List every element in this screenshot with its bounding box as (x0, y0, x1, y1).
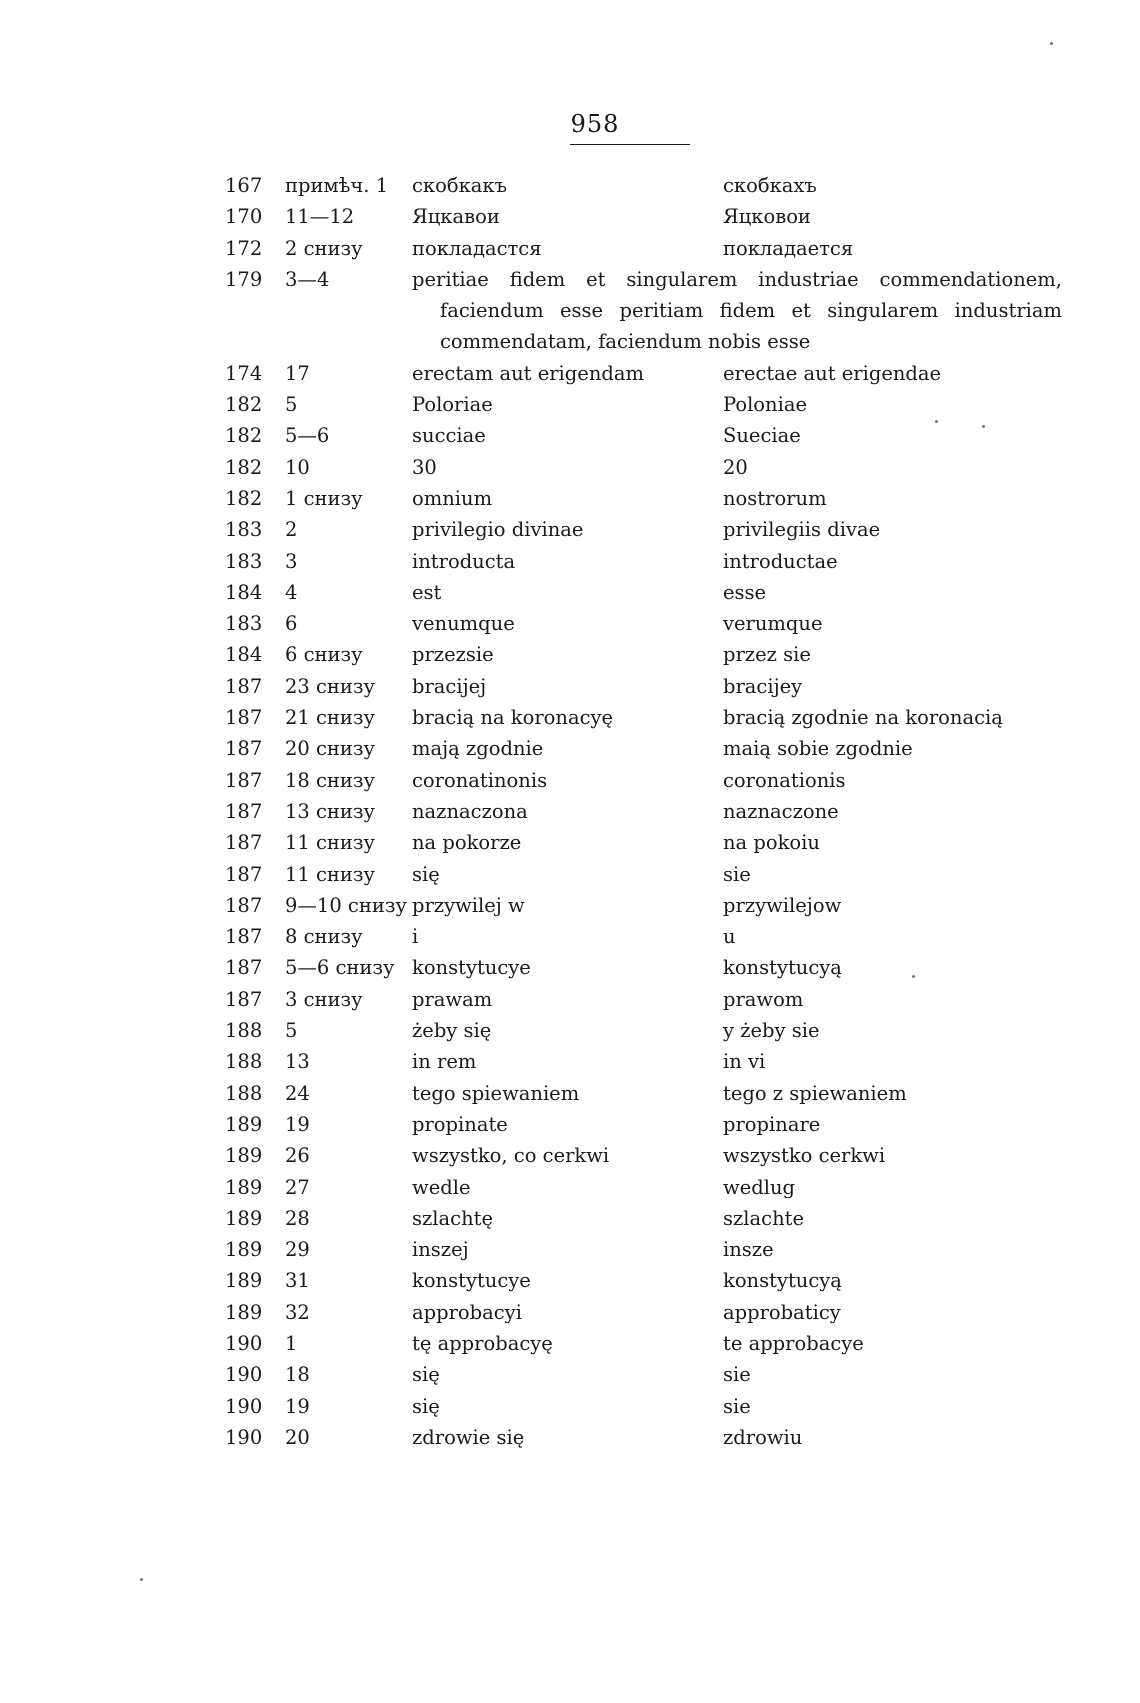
line-ref: 20 (285, 1425, 310, 1449)
line-ref: 31 (285, 1269, 310, 1293)
page-ref: 187 (225, 893, 263, 917)
line-ref: 5 (285, 393, 298, 417)
correction-text: introductae (723, 549, 838, 573)
misprint-text: venumque (412, 612, 515, 636)
correction-text: Яцковои (723, 205, 811, 229)
errata-row (225, 514, 1060, 545)
correction-text: przywilejow (723, 893, 842, 917)
misprint-text: szlachtę (412, 1206, 493, 1230)
page-ref: 187 (225, 956, 263, 980)
errata-row (225, 1422, 1060, 1453)
correction-text: konstytucyą (723, 956, 842, 980)
correction-text: bracią zgodnie na koronacią (723, 706, 1003, 730)
errata-row (225, 201, 1060, 232)
errata-row (225, 859, 1060, 890)
errata-row (225, 452, 1060, 483)
misprint-text: скобкакъ (412, 174, 507, 197)
misprint-text: żeby się (412, 1019, 492, 1043)
errata-row (225, 1109, 1060, 1140)
line-ref: 1 (285, 1331, 298, 1355)
misprint-text: inszej (412, 1238, 469, 1262)
correction-text: sie (723, 862, 751, 886)
page-ref: 188 (225, 1081, 263, 1105)
correction-text: покладается (723, 236, 854, 260)
line-ref: 26 (285, 1144, 310, 1168)
errata-row (225, 1140, 1060, 1171)
page-ref: 187 (225, 706, 263, 730)
page-ref: 189 (225, 1144, 263, 1168)
correction-text: konstytucyą (723, 1269, 842, 1293)
line-ref: 19 (285, 1112, 310, 1136)
correction-text: privilegiis divae (723, 518, 881, 542)
misprint-text: approbacyi (412, 1300, 522, 1324)
errata-row (225, 420, 1060, 451)
page-ref: 182 (225, 486, 263, 510)
misprint-text: Яцкавои (412, 205, 500, 229)
errata-row (225, 733, 1060, 764)
correction-text: sie (723, 1363, 751, 1387)
line-ref: 2 снизу (285, 236, 363, 260)
page-ref: 182 (225, 424, 263, 448)
correction-text: скобкахъ (723, 174, 817, 197)
correction-text: szlachte (723, 1206, 804, 1230)
correction-text: te approbacye (723, 1331, 864, 1355)
page-ref: 189 (225, 1269, 263, 1293)
page-ref: 170 (225, 205, 263, 229)
line-ref: 3 снизу (285, 987, 363, 1011)
misprint-text: покладастся (412, 236, 542, 260)
misprint-text: introducta (412, 549, 516, 573)
line-ref: 13 (285, 1050, 310, 1074)
errata-row (225, 233, 1060, 264)
page-ref: 167 (225, 174, 263, 197)
misprint-text: bracią na koronacyę (412, 706, 614, 730)
page-ref: 183 (225, 549, 263, 573)
page-number: 958 (570, 110, 620, 138)
errata-row (225, 890, 1060, 921)
errata-row (225, 1046, 1060, 1077)
line-ref: 19 (285, 1394, 310, 1418)
line-ref: 28 (285, 1206, 310, 1230)
correction-text: wedlug (723, 1175, 795, 1199)
misprint-text: się (412, 1394, 440, 1418)
errata-row (225, 358, 1060, 389)
misprint-text: privilegio divinae (412, 518, 584, 542)
correction-text: bracijey (723, 674, 803, 698)
line-ref: 4 (285, 580, 298, 604)
page-ref: 187 (225, 768, 263, 792)
correction-text: insze (723, 1238, 774, 1262)
errata-row (225, 765, 1060, 796)
page-ref: 189 (225, 1112, 263, 1136)
misprint-text: Poloriae (412, 393, 493, 417)
misprint-text: prawam (412, 987, 493, 1011)
correction-text: verumque (723, 612, 823, 636)
page-number-rule (570, 144, 690, 145)
misprint-text: przezsie (412, 643, 494, 667)
misprint-text: konstytucye (412, 956, 531, 980)
correction-text: erectae aut erigendae (723, 361, 942, 385)
print-speck (912, 975, 915, 978)
errata-row (225, 1015, 1060, 1046)
line-ref: 5—6 снизу (285, 956, 395, 980)
line-ref: 24 (285, 1081, 310, 1105)
page-ref: 189 (225, 1300, 263, 1324)
errata-row (225, 608, 1060, 639)
correction-text: zdrowiu (723, 1425, 803, 1449)
misprint-text: succiae (412, 424, 486, 448)
line-ref: 3 (285, 549, 298, 573)
misprint-text: wedle (412, 1175, 471, 1199)
page-ref: 184 (225, 580, 263, 604)
correction-text: prawom (723, 987, 804, 1011)
misprint-text: i (412, 925, 419, 949)
passage-line: commendatam, faciendum nobis esse (440, 330, 811, 354)
errata-row (225, 671, 1060, 702)
errata-row (225, 1391, 1060, 1422)
correction-text: wszystko cerkwi (723, 1144, 886, 1168)
page-ref: 183 (225, 612, 263, 636)
correction-text: naznaczone (723, 799, 839, 823)
page-ref: 189 (225, 1206, 263, 1230)
page-ref: 188 (225, 1019, 263, 1043)
errata-row-multiline (225, 264, 1060, 358)
misprint-text: zdrowie się (412, 1425, 525, 1449)
errata-row (225, 546, 1060, 577)
misprint-text: się (412, 1363, 440, 1387)
errata-row (225, 483, 1060, 514)
line-ref: 8 снизу (285, 925, 363, 949)
line-ref: 29 (285, 1238, 310, 1262)
errata-row (225, 952, 1060, 983)
misprint-text: erectam aut erigendam (412, 361, 644, 385)
correction-text: maią sobie zgodnie (723, 737, 913, 761)
misprint-text: wszystko, co cerkwi (412, 1144, 610, 1168)
line-ref: 11—12 (285, 205, 355, 229)
errata-row (225, 827, 1060, 858)
line-ref: 6 снизу (285, 643, 363, 667)
errata-row (225, 170, 1060, 201)
misprint-text: omnium (412, 486, 493, 510)
page-ref: 187 (225, 987, 263, 1011)
correction-text: 20 (723, 455, 748, 479)
errata-row (225, 1234, 1060, 1265)
misprint-text: się (412, 862, 440, 886)
misprint-text: 30 (412, 455, 437, 479)
misprint-correction-passage (412, 264, 1062, 358)
correction-text: na pokoiu (723, 831, 820, 855)
errata-row (225, 1265, 1060, 1296)
page-ref: 189 (225, 1175, 263, 1199)
page-ref: 190 (225, 1394, 263, 1418)
line-ref: 18 (285, 1363, 310, 1387)
page-ref: 184 (225, 643, 263, 667)
line-ref: 21 снизу (285, 706, 376, 730)
page-ref: 174 (225, 361, 263, 385)
errata-table (225, 170, 1060, 1453)
errata-row (225, 1328, 1060, 1359)
correction-text: nostrorum (723, 486, 827, 510)
print-speck (1050, 42, 1053, 45)
correction-text: in vi (723, 1050, 766, 1074)
line-ref: примѣч. 1 (285, 174, 389, 197)
page-ref: 190 (225, 1425, 263, 1449)
errata-row (225, 796, 1060, 827)
line-ref: 1 снизу (285, 486, 363, 510)
misprint-text: mają zgodnie (412, 737, 544, 761)
line-ref: 5 (285, 1019, 298, 1043)
misprint-text: tego spiewaniem (412, 1081, 580, 1105)
line-ref: 27 (285, 1175, 310, 1199)
misprint-text: konstytucye (412, 1269, 531, 1293)
page-ref: 179 (225, 267, 263, 291)
correction-text: u (723, 925, 736, 949)
print-speck (935, 420, 938, 423)
page-ref: 182 (225, 393, 263, 417)
page-ref: 187 (225, 831, 263, 855)
passage-line: faciendum esse peritiam fidem et singularem industriam (440, 299, 1062, 323)
errata-row (225, 1359, 1060, 1390)
line-ref: 9—10 снизу (285, 893, 407, 917)
errata-row (225, 1203, 1060, 1234)
print-speck (140, 1578, 143, 1581)
errata-row (225, 921, 1060, 952)
line-ref: 11 снизу (285, 831, 376, 855)
misprint-text: naznaczona (412, 799, 528, 823)
errata-row (225, 1172, 1060, 1203)
line-ref: 3—4 (285, 267, 330, 291)
correction-text: sie (723, 1394, 751, 1418)
correction-text: Poloniae (723, 393, 808, 417)
misprint-text: na pokorze (412, 831, 522, 855)
misprint-text: est (412, 580, 442, 604)
page-ref: 187 (225, 925, 263, 949)
misprint-text: propinate (412, 1112, 508, 1136)
passage-line: peritiae fidem et singularem industriae commendationem, (412, 267, 1062, 291)
errata-row (225, 577, 1060, 608)
line-ref: 2 (285, 518, 298, 542)
page-ref: 190 (225, 1331, 263, 1355)
errata-row (225, 639, 1060, 670)
errata-row (225, 1078, 1060, 1109)
page-ref: 190 (225, 1363, 263, 1387)
correction-text: przez sie (723, 643, 811, 667)
page-ref: 189 (225, 1238, 263, 1262)
line-ref: 10 (285, 455, 310, 479)
misprint-text: bracijej (412, 674, 487, 698)
page-ref: 183 (225, 518, 263, 542)
correction-text: tego z spiewaniem (723, 1081, 907, 1105)
page-ref: 182 (225, 455, 263, 479)
misprint-text: przywilej w (412, 893, 525, 917)
correction-text: propinare (723, 1112, 821, 1136)
line-ref: 23 снизу (285, 674, 376, 698)
page-ref: 188 (225, 1050, 263, 1074)
misprint-text: tę approbacyę (412, 1331, 553, 1355)
correction-text: esse (723, 580, 767, 604)
errata-row (225, 389, 1060, 420)
line-ref: 11 снизу (285, 862, 376, 886)
line-ref: 17 (285, 361, 310, 385)
line-ref: 13 снизу (285, 799, 376, 823)
errata-row (225, 1297, 1060, 1328)
line-ref: 5—6 (285, 424, 330, 448)
line-ref: 6 (285, 612, 298, 636)
page-ref: 187 (225, 862, 263, 886)
correction-text: coronationis (723, 768, 846, 792)
page-ref: 187 (225, 799, 263, 823)
correction-text: approbaticy (723, 1300, 841, 1324)
line-ref: 20 снизу (285, 737, 376, 761)
page-ref: 172 (225, 236, 263, 260)
page-ref: 187 (225, 737, 263, 761)
page-ref: 187 (225, 674, 263, 698)
print-speck (982, 425, 985, 428)
correction-text: Sueciae (723, 424, 801, 448)
errata-row (225, 984, 1060, 1015)
misprint-text: coronatinonis (412, 768, 548, 792)
errata-row (225, 702, 1060, 733)
correction-text: y żeby sie (723, 1019, 820, 1043)
line-ref: 18 снизу (285, 768, 376, 792)
line-ref: 32 (285, 1300, 310, 1324)
misprint-text: in rem (412, 1050, 477, 1074)
